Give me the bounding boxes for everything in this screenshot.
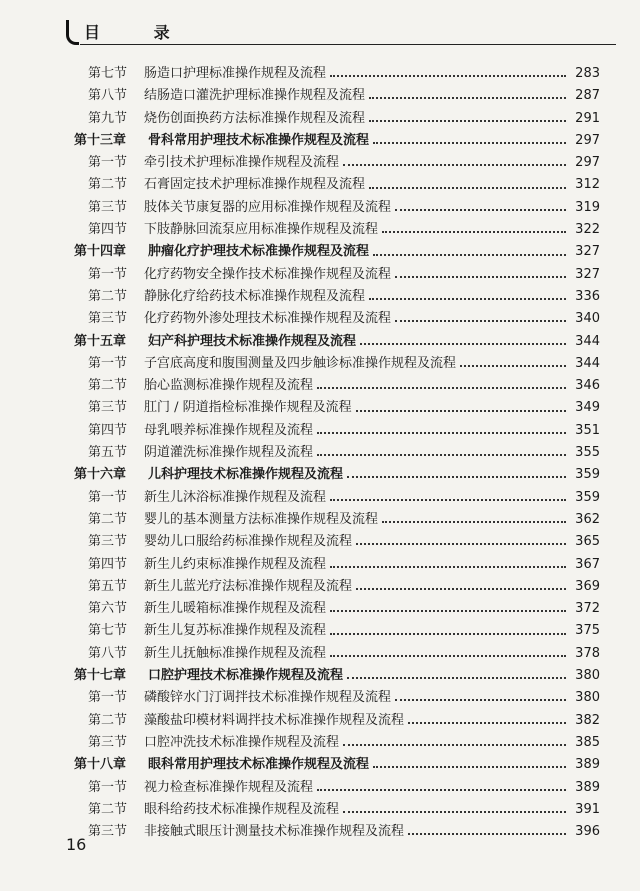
toc-page-number: 319 [575, 199, 600, 215]
header-rule [80, 44, 616, 45]
toc-entry-label: 第八节 [88, 645, 128, 661]
toc-section-row [74, 419, 600, 441]
toc-leader-dots [382, 521, 566, 523]
toc-leader-dots [408, 722, 566, 724]
toc-entry-label: 第八节 [88, 88, 128, 104]
toc-entry-title: 下肢静脉回流泵应用标准操作规程及流程 [144, 222, 379, 238]
toc-entry-title: 结肠造口灌洗护理标准操作规程及流程 [144, 88, 366, 104]
toc-page-number: 283 [575, 66, 600, 81]
toc-entry-label: 第七节 [88, 66, 128, 81]
toc-entry-label: 第三节 [88, 734, 128, 750]
toc-section-row [74, 285, 600, 307]
toc-entry-label: 第一节 [88, 779, 128, 795]
toc-entry-label: 第十五章 [74, 333, 127, 349]
toc-page-number: 340 [575, 311, 600, 327]
toc-entry-label: 第一节 [88, 155, 128, 171]
toc-entry-title: 口腔冲洗技术标准操作规程及流程 [144, 734, 340, 750]
toc-leader-dots [347, 677, 566, 679]
toc-entry-label: 第二节 [88, 288, 128, 304]
toc-entry-title: 子宫底高度和腹围测量及四步触诊标准操作规程及流程 [144, 355, 457, 371]
toc-section-row [74, 709, 600, 731]
toc-entry-label: 第一节 [88, 355, 128, 371]
toc-entry-title: 母乳喂养标准操作规程及流程 [144, 422, 314, 438]
toc-entry-title: 新生儿沐浴标准操作规程及流程 [144, 489, 327, 505]
toc-entry-title: 静脉化疗给药技术标准操作规程及流程 [144, 288, 366, 304]
toc-page-number: 382 [575, 712, 600, 728]
toc-section-row [74, 575, 600, 597]
toc-page-number: 389 [575, 779, 600, 795]
toc-section-row [74, 798, 600, 820]
toc-entry-title: 视力检查标准操作规程及流程 [144, 779, 314, 795]
table-of-contents [74, 62, 600, 842]
toc-page-number: 375 [575, 623, 600, 639]
toc-section-row [74, 508, 600, 530]
toc-leader-dots [317, 789, 566, 791]
toc-entry-label: 第十七章 [74, 668, 127, 684]
toc-entry-title: 新生儿暖箱标准操作规程及流程 [144, 601, 327, 617]
toc-chapter-row [74, 330, 600, 352]
toc-page-number: 291 [575, 110, 600, 126]
toc-leader-dots [330, 499, 566, 501]
toc-entry-title: 阴道灌洗标准操作规程及流程 [144, 445, 314, 461]
toc-leader-dots [330, 633, 566, 635]
toc-page-number: 344 [575, 355, 600, 371]
toc-section-row [74, 173, 600, 195]
toc-entry-title: 新生儿约束标准操作规程及流程 [144, 556, 327, 572]
toc-page-number: 389 [575, 757, 600, 773]
toc-entry-label: 第二节 [88, 177, 128, 193]
toc-page-number: 367 [575, 556, 600, 572]
toc-leader-dots [369, 298, 566, 300]
toc-entry-label: 第十八章 [74, 757, 127, 773]
toc-entry-label: 第三节 [88, 824, 128, 840]
toc-entry-title: 新生儿抚触标准操作规程及流程 [144, 645, 327, 661]
toc-section-row [74, 776, 600, 798]
toc-entry-label: 第五节 [88, 445, 128, 461]
toc-leader-dots [395, 209, 566, 211]
toc-chapter-row [74, 129, 600, 151]
toc-leader-dots [369, 97, 566, 99]
toc-leader-dots [369, 120, 566, 122]
toc-page-number: 380 [575, 690, 600, 706]
toc-leader-dots [330, 610, 566, 612]
toc-entry-title: 胎心监测标准操作规程及流程 [144, 378, 314, 394]
toc-section-row [74, 530, 600, 552]
toc-page-number: 365 [575, 534, 600, 550]
toc-entry-label: 第一节 [88, 266, 128, 282]
toc-page-number: 355 [575, 445, 600, 461]
toc-page-number: 312 [575, 177, 600, 193]
toc-page-number: 359 [575, 467, 600, 483]
toc-leader-dots [369, 187, 566, 189]
page-header [66, 18, 606, 48]
toc-leader-dots [317, 454, 566, 456]
toc-leader-dots [317, 432, 566, 434]
toc-leader-dots [373, 254, 566, 256]
toc-entry-title: 新生儿复苏标准操作规程及流程 [144, 623, 327, 639]
toc-section-row [74, 731, 600, 753]
toc-page-number: 336 [575, 288, 600, 304]
toc-leader-dots [395, 699, 566, 701]
toc-entry-title: 眼科常用护理技术标准操作规程及流程 [148, 757, 370, 773]
toc-entry-label: 第三节 [88, 199, 128, 215]
toc-page-number: 359 [575, 489, 600, 505]
toc-section-row [74, 151, 600, 173]
toc-page-number: 380 [575, 668, 600, 684]
toc-entry-label: 第四节 [88, 422, 128, 438]
toc-entry-label: 第四节 [88, 222, 128, 238]
toc-page-number: 362 [575, 511, 600, 527]
toc-entry-title: 磷酸锌水门汀调拌技术标准操作规程及流程 [144, 690, 392, 706]
toc-leader-dots [317, 387, 566, 389]
toc-section-row [74, 619, 600, 641]
toc-entry-label: 第二节 [88, 712, 128, 728]
toc-page-number: 349 [575, 400, 600, 416]
toc-entry-title: 婴儿的基本测量方法标准操作规程及流程 [144, 511, 379, 527]
toc-entry-title: 肠造口护理标准操作规程及流程 [144, 66, 327, 81]
toc-entry-label: 第一节 [88, 489, 128, 505]
toc-page-number: 369 [575, 578, 600, 594]
toc-page-number: 396 [575, 824, 600, 840]
toc-entry-title: 非接触式眼压计测量技术标准操作规程及流程 [144, 824, 405, 840]
toc-entry-label: 第三节 [88, 400, 128, 416]
toc-leader-dots [395, 320, 566, 322]
toc-page-number: 378 [575, 645, 600, 661]
toc-section-row [74, 441, 600, 463]
toc-leader-dots [347, 476, 566, 478]
toc-leader-dots [382, 231, 566, 233]
toc-page-number: 327 [575, 244, 600, 260]
toc-entry-title: 新生儿蓝光疗法标准操作规程及流程 [144, 578, 353, 594]
toc-section-row [74, 84, 600, 106]
toc-entry-label: 第三节 [88, 311, 128, 327]
toc-section-row [74, 263, 600, 285]
toc-page-number: 344 [575, 333, 600, 349]
toc-page-number: 372 [575, 601, 600, 617]
toc-section-row [74, 107, 600, 129]
toc-leader-dots [330, 75, 566, 77]
toc-section-row [74, 553, 600, 575]
toc-entry-title: 骨科常用护理技术标准操作规程及流程 [148, 132, 370, 148]
toc-section-row [74, 642, 600, 664]
toc-entry-title: 口腔护理技术标准操作规程及流程 [148, 668, 344, 684]
toc-section-row [74, 820, 600, 842]
toc-chapter-row [74, 463, 600, 485]
toc-chapter-row [74, 240, 600, 262]
toc-entry-title: 藻酸盐印模材料调拌技术标准操作规程及流程 [144, 712, 405, 728]
toc-entry-title: 肛门 / 阴道指检标准操作规程及流程 [144, 400, 352, 416]
toc-entry-title: 石膏固定技术护理标准操作规程及流程 [144, 177, 366, 193]
toc-entry-title: 婴幼儿口服给药标准操作规程及流程 [144, 534, 353, 550]
toc-entry-label: 第五节 [88, 578, 128, 594]
toc-entry-title: 烧伤创面换药方法标准操作规程及流程 [144, 110, 366, 126]
toc-leader-dots [395, 276, 566, 278]
toc-section-row [74, 307, 600, 329]
toc-leader-dots [330, 566, 566, 568]
toc-page-number: 351 [575, 422, 600, 438]
toc-entry-title: 化疗药物安全操作技术标准操作规程及流程 [144, 266, 392, 282]
toc-page-number: 346 [575, 378, 600, 394]
toc-entry-label: 第二节 [88, 378, 128, 394]
page-number: 16 [66, 835, 87, 854]
toc-section-row [74, 396, 600, 418]
toc-page-number: 327 [575, 266, 600, 282]
toc-entry-title: 妇产科护理技术标准操作规程及流程 [148, 333, 357, 349]
toc-entry-label: 第六节 [88, 601, 128, 617]
toc-entry-label: 第一节 [88, 690, 128, 706]
toc-entry-title: 肢体关节康复器的应用标准操作规程及流程 [144, 199, 392, 215]
toc-entry-title: 化疗药物外渗处理技术标准操作规程及流程 [144, 311, 392, 327]
toc-leader-dots [408, 833, 566, 835]
toc-section-row [74, 196, 600, 218]
toc-page-number: 287 [575, 88, 600, 104]
toc-section-row [74, 374, 600, 396]
toc-entry-title: 牵引技术护理标准操作规程及流程 [144, 155, 340, 171]
toc-entry-label: 第四节 [88, 556, 128, 572]
toc-entry-label: 第三节 [88, 534, 128, 550]
toc-leader-dots [343, 744, 566, 746]
toc-entry-label: 第七节 [88, 623, 128, 639]
toc-section-row [74, 218, 600, 240]
toc-section-row [74, 486, 600, 508]
toc-section-row [74, 62, 600, 84]
toc-entry-label: 第十六章 [74, 467, 127, 483]
toc-entry-title: 眼科给药技术标准操作规程及流程 [144, 801, 340, 817]
toc-leader-dots [360, 343, 566, 345]
toc-entry-label: 第十四章 [74, 244, 127, 260]
toc-page-number: 297 [575, 155, 600, 171]
toc-entry-label: 第九节 [88, 110, 128, 126]
toc-page-number: 391 [575, 801, 600, 817]
toc-leader-dots [373, 142, 566, 144]
header-title: 目 录 [84, 23, 194, 42]
toc-page-number: 297 [575, 132, 600, 148]
toc-leader-dots [330, 655, 566, 657]
toc-section-row [74, 597, 600, 619]
toc-leader-dots [356, 588, 566, 590]
toc-section-row [74, 686, 600, 708]
toc-entry-label: 第二节 [88, 511, 128, 527]
toc-entry-label: 第二节 [88, 801, 128, 817]
toc-page-number: 385 [575, 734, 600, 750]
toc-chapter-row [74, 664, 600, 686]
toc-leader-dots [343, 164, 566, 166]
toc-entry-label: 第十三章 [74, 132, 127, 148]
toc-leader-dots [356, 543, 566, 545]
toc-leader-dots [356, 410, 566, 412]
toc-entry-title: 肿瘤化疗护理技术标准操作规程及流程 [148, 244, 370, 260]
toc-chapter-row [74, 753, 600, 775]
toc-entry-title: 儿科护理技术标准操作规程及流程 [148, 467, 344, 483]
toc-leader-dots [343, 811, 566, 813]
toc-section-row [74, 352, 600, 374]
toc-leader-dots [460, 365, 566, 367]
toc-leader-dots [373, 766, 566, 768]
header-bracket-ornament [66, 20, 79, 45]
toc-page-number: 322 [575, 222, 600, 238]
